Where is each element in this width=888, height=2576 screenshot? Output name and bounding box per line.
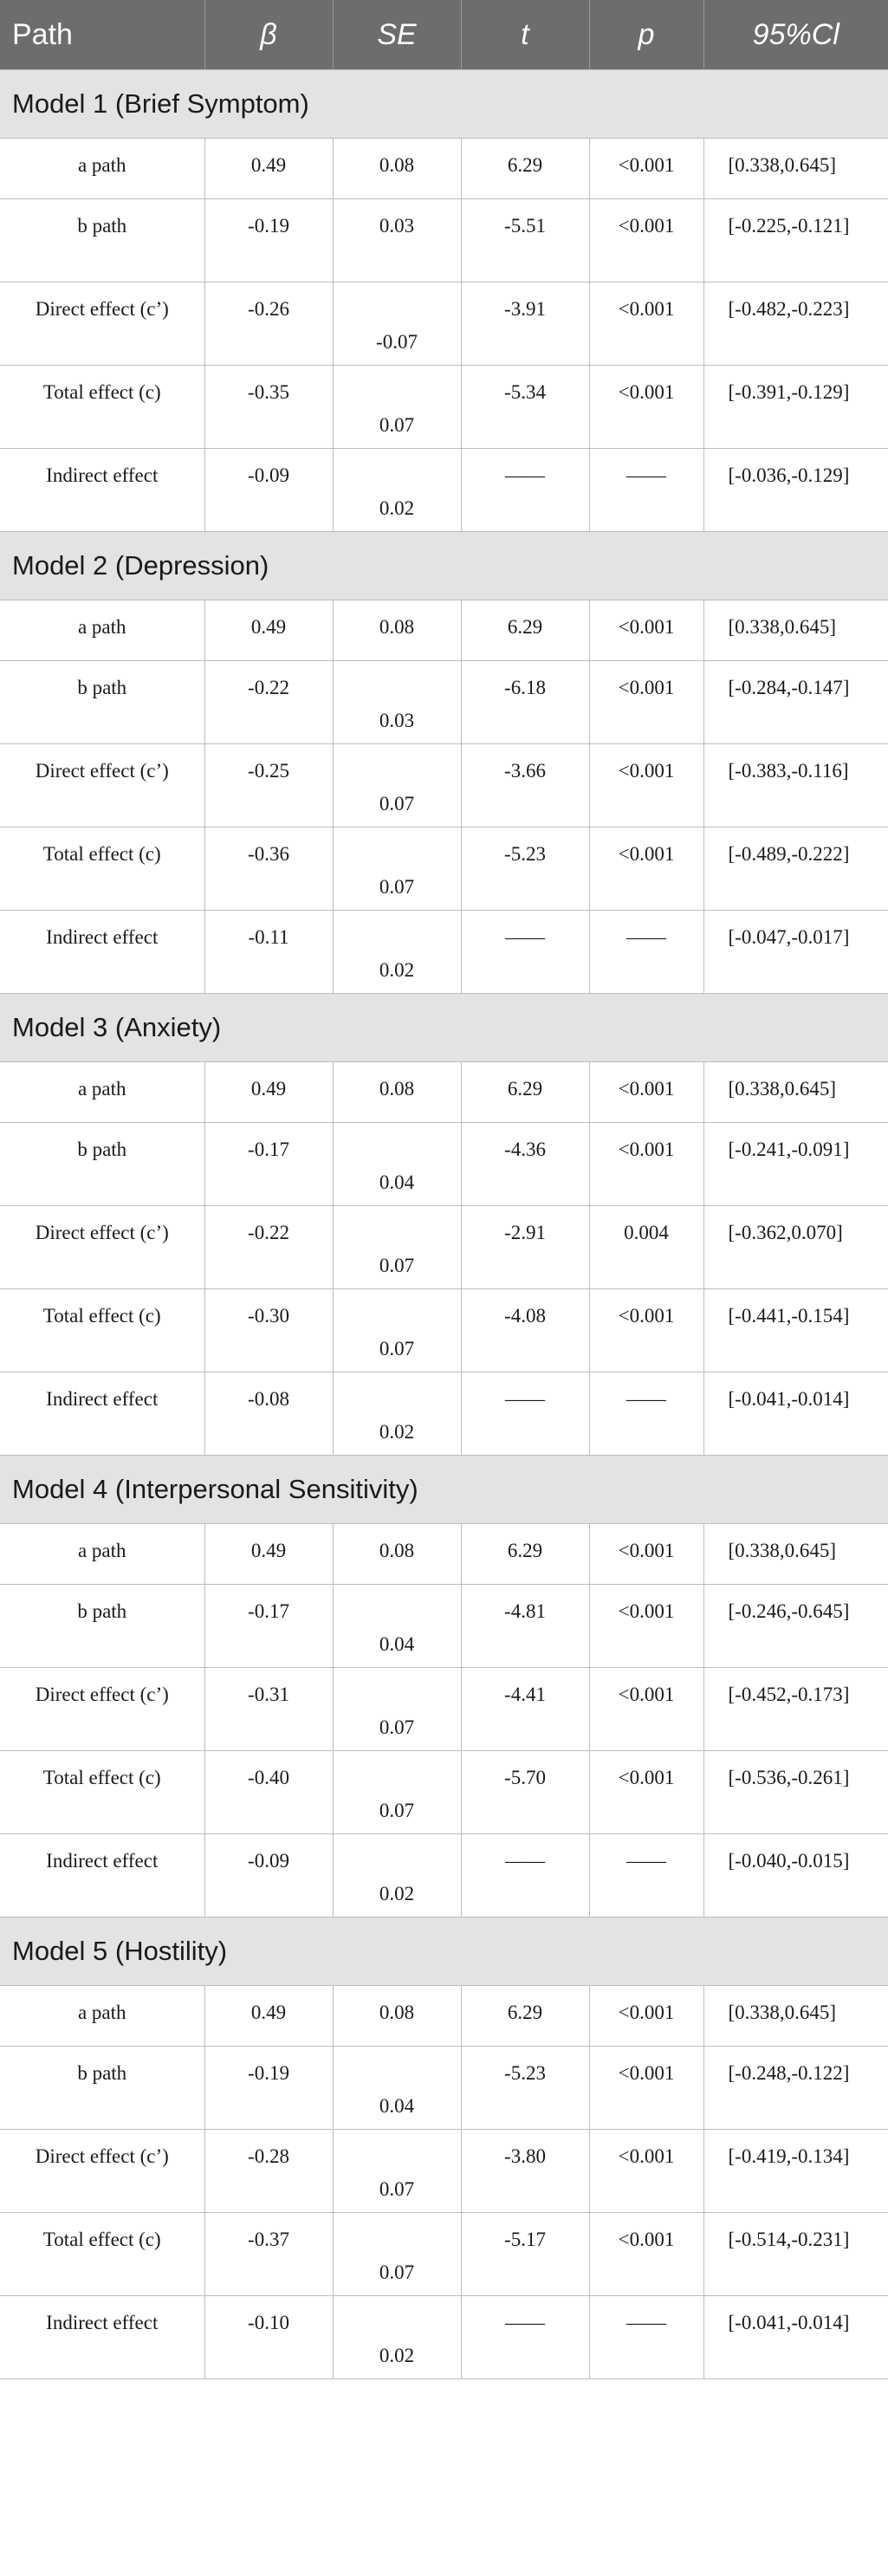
cell-t: 6.29 (461, 1062, 589, 1123)
cell-se: 0.07 (333, 366, 461, 449)
cell-t: —— (461, 449, 589, 532)
cell-t: -2.91 (461, 1206, 589, 1289)
cell-se: 0.02 (333, 1834, 461, 1917)
cell-ci: [-0.383,-0.116] (703, 744, 888, 827)
table-row (0, 2296, 888, 2379)
section-row-model-1 (0, 70, 888, 139)
table-row (0, 827, 888, 911)
header-ci: 95%Cl (703, 0, 888, 70)
cell-p: <0.001 (589, 2047, 703, 2130)
cell-ci: [-0.391,-0.129] (703, 366, 888, 449)
cell-ci: [0.338,0.645] (703, 139, 888, 199)
cell-p: <0.001 (589, 139, 703, 199)
section-title: Model 4 (Interpersonal Sensitivity) (0, 1456, 888, 1524)
table-row (0, 600, 888, 661)
cell-p: <0.001 (589, 1668, 703, 1751)
cell-p: —— (589, 2296, 703, 2379)
cell-path: Indirect effect (0, 1834, 204, 1917)
cell-path: Direct effect (c’) (0, 1668, 204, 1751)
table-row (0, 1668, 888, 1751)
table-row (0, 282, 888, 366)
cell-ci: [0.338,0.645] (703, 1524, 888, 1585)
table-row (0, 1585, 888, 1668)
cell-p: <0.001 (589, 1524, 703, 1585)
cell-path: b path (0, 1585, 204, 1668)
section-title: Model 2 (Depression) (0, 532, 888, 600)
cell-se: 0.07 (333, 1751, 461, 1834)
cell-se: 0.04 (333, 2047, 461, 2130)
cell-se: 0.07 (333, 2130, 461, 2213)
header-beta: β (204, 0, 333, 70)
cell-p: <0.001 (589, 1751, 703, 1834)
cell-beta: 0.49 (204, 139, 333, 199)
cell-t: -5.51 (461, 199, 589, 282)
cell-beta: -0.25 (204, 744, 333, 827)
table-row (0, 2213, 888, 2296)
table-row (0, 1751, 888, 1834)
section-row-model-5 (0, 1917, 888, 1986)
cell-ci: [-0.241,-0.091] (703, 1123, 888, 1206)
cell-beta: -0.19 (204, 2047, 333, 2130)
cell-path: a path (0, 600, 204, 661)
cell-ci: [0.338,0.645] (703, 600, 888, 661)
cell-t: 6.29 (461, 1524, 589, 1585)
cell-p: —— (589, 449, 703, 532)
cell-path: Direct effect (c’) (0, 744, 204, 827)
header-p: p (589, 0, 703, 70)
cell-beta: -0.31 (204, 1668, 333, 1751)
cell-path: Total effect (c) (0, 366, 204, 449)
cell-t: —— (461, 1834, 589, 1917)
cell-beta: -0.17 (204, 1123, 333, 1206)
cell-se: 0.02 (333, 449, 461, 532)
cell-ci: [-0.419,-0.134] (703, 2130, 888, 2213)
cell-p: <0.001 (589, 2213, 703, 2296)
cell-path: b path (0, 661, 204, 744)
cell-path: Indirect effect (0, 911, 204, 994)
table-row (0, 1834, 888, 1917)
cell-beta: -0.26 (204, 282, 333, 366)
cell-p: <0.001 (589, 661, 703, 744)
cell-ci: [-0.041,-0.014] (703, 1372, 888, 1456)
cell-beta: -0.36 (204, 827, 333, 911)
section-title: Model 1 (Brief Symptom) (0, 70, 888, 139)
cell-ci: [-0.536,-0.261] (703, 1751, 888, 1834)
cell-beta: -0.35 (204, 366, 333, 449)
cell-ci: [-0.041,-0.014] (703, 2296, 888, 2379)
cell-ci: [-0.248,-0.122] (703, 2047, 888, 2130)
section-title: Model 3 (Anxiety) (0, 994, 888, 1062)
cell-beta: -0.30 (204, 1289, 333, 1372)
cell-t: -4.81 (461, 1585, 589, 1668)
header-t: t (461, 0, 589, 70)
cell-path: Total effect (c) (0, 827, 204, 911)
cell-ci: [0.338,0.645] (703, 1986, 888, 2047)
cell-path: Direct effect (c’) (0, 1206, 204, 1289)
cell-t: -5.34 (461, 366, 589, 449)
header-row (0, 0, 888, 70)
cell-path: b path (0, 2047, 204, 2130)
cell-t: -5.23 (461, 827, 589, 911)
cell-beta: -0.19 (204, 199, 333, 282)
cell-path: Direct effect (c’) (0, 2130, 204, 2213)
cell-path: Indirect effect (0, 449, 204, 532)
cell-path: b path (0, 199, 204, 282)
cell-ci: [-0.441,-0.154] (703, 1289, 888, 1372)
cell-p: <0.001 (589, 744, 703, 827)
cell-ci: [-0.284,-0.147] (703, 661, 888, 744)
cell-p: —— (589, 911, 703, 994)
table-row (0, 661, 888, 744)
cell-ci: [-0.514,-0.231] (703, 2213, 888, 2296)
cell-path: a path (0, 1524, 204, 1585)
cell-se: 0.02 (333, 1372, 461, 1456)
cell-se: 0.07 (333, 827, 461, 911)
table-row (0, 1524, 888, 1585)
cell-se: -0.07 (333, 282, 461, 366)
cell-se: 0.04 (333, 1585, 461, 1668)
cell-path: a path (0, 1986, 204, 2047)
cell-p: <0.001 (589, 600, 703, 661)
cell-beta: 0.49 (204, 1524, 333, 1585)
cell-ci: [0.338,0.645] (703, 1062, 888, 1123)
cell-ci: [-0.452,-0.173] (703, 1668, 888, 1751)
table-row (0, 1372, 888, 1456)
cell-beta: -0.08 (204, 1372, 333, 1456)
table-row (0, 2130, 888, 2213)
cell-t: -5.17 (461, 2213, 589, 2296)
section-row-model-4 (0, 1456, 888, 1524)
cell-beta: -0.11 (204, 911, 333, 994)
cell-t: -6.18 (461, 661, 589, 744)
cell-beta: 0.49 (204, 1986, 333, 2047)
cell-ci: [-0.047,-0.017] (703, 911, 888, 994)
cell-ci: [-0.482,-0.223] (703, 282, 888, 366)
cell-beta: -0.40 (204, 1751, 333, 1834)
cell-se: 0.04 (333, 1123, 461, 1206)
cell-ci: [-0.246,-0.645] (703, 1585, 888, 1668)
cell-se: 0.08 (333, 1062, 461, 1123)
cell-p: <0.001 (589, 1986, 703, 2047)
table-row (0, 2047, 888, 2130)
cell-t: 6.29 (461, 139, 589, 199)
cell-beta: -0.17 (204, 1585, 333, 1668)
table-row (0, 449, 888, 532)
cell-ci: [-0.489,-0.222] (703, 827, 888, 911)
cell-se: 0.07 (333, 1206, 461, 1289)
table-row (0, 1206, 888, 1289)
cell-p: —— (589, 1372, 703, 1456)
cell-beta: -0.10 (204, 2296, 333, 2379)
cell-t: -3.66 (461, 744, 589, 827)
cell-t: —— (461, 1372, 589, 1456)
table-row (0, 1123, 888, 1206)
cell-path: a path (0, 1062, 204, 1123)
section-title: Model 5 (Hostility) (0, 1917, 888, 1986)
cell-beta: 0.49 (204, 600, 333, 661)
cell-se: 0.08 (333, 139, 461, 199)
cell-t: -5.23 (461, 2047, 589, 2130)
cell-ci: [-0.225,-0.121] (703, 199, 888, 282)
cell-path: Indirect effect (0, 2296, 204, 2379)
cell-path: Direct effect (c’) (0, 282, 204, 366)
cell-se: 0.07 (333, 2213, 461, 2296)
cell-p: <0.001 (589, 1289, 703, 1372)
cell-beta: -0.09 (204, 449, 333, 532)
cell-p: <0.001 (589, 366, 703, 449)
cell-p: <0.001 (589, 827, 703, 911)
table-row (0, 199, 888, 282)
cell-t: 6.29 (461, 1986, 589, 2047)
cell-se: 0.07 (333, 1289, 461, 1372)
cell-p: <0.001 (589, 1585, 703, 1668)
cell-t: -3.91 (461, 282, 589, 366)
cell-beta: 0.49 (204, 1062, 333, 1123)
cell-path: a path (0, 139, 204, 199)
header-path: Path (0, 0, 204, 70)
cell-se: 0.02 (333, 911, 461, 994)
cell-beta: -0.28 (204, 2130, 333, 2213)
cell-p: <0.001 (589, 282, 703, 366)
cell-path: Total effect (c) (0, 1751, 204, 1834)
table-row (0, 1986, 888, 2047)
cell-t: -4.41 (461, 1668, 589, 1751)
cell-ci: [-0.036,-0.129] (703, 449, 888, 532)
table-row (0, 911, 888, 994)
cell-se: 0.07 (333, 744, 461, 827)
cell-p: <0.001 (589, 1123, 703, 1206)
cell-se: 0.08 (333, 1986, 461, 2047)
cell-p: —— (589, 1834, 703, 1917)
table-row (0, 366, 888, 449)
cell-t: —— (461, 2296, 589, 2379)
cell-t: —— (461, 911, 589, 994)
cell-se: 0.08 (333, 1524, 461, 1585)
cell-ci: [-0.040,-0.015] (703, 1834, 888, 1917)
cell-t: -3.80 (461, 2130, 589, 2213)
cell-se: 0.08 (333, 600, 461, 661)
cell-t: -5.70 (461, 1751, 589, 1834)
cell-se: 0.03 (333, 199, 461, 282)
cell-p: <0.001 (589, 2130, 703, 2213)
cell-p: <0.001 (589, 1062, 703, 1123)
cell-path: Total effect (c) (0, 2213, 204, 2296)
cell-p: <0.001 (589, 199, 703, 282)
table-row (0, 1062, 888, 1123)
header-se: SE (333, 0, 461, 70)
cell-beta: -0.37 (204, 2213, 333, 2296)
section-row-model-2 (0, 532, 888, 600)
cell-p: 0.004 (589, 1206, 703, 1289)
cell-path: Indirect effect (0, 1372, 204, 1456)
cell-beta: -0.22 (204, 1206, 333, 1289)
table-row (0, 1289, 888, 1372)
cell-path: Total effect (c) (0, 1289, 204, 1372)
table-row (0, 744, 888, 827)
cell-path: b path (0, 1123, 204, 1206)
cell-beta: -0.09 (204, 1834, 333, 1917)
cell-t: -4.08 (461, 1289, 589, 1372)
cell-se: 0.02 (333, 2296, 461, 2379)
table-row (0, 139, 888, 199)
cell-se: 0.03 (333, 661, 461, 744)
cell-t: 6.29 (461, 600, 589, 661)
cell-se: 0.07 (333, 1668, 461, 1751)
cell-t: -4.36 (461, 1123, 589, 1206)
cell-beta: -0.22 (204, 661, 333, 744)
section-row-model-3 (0, 994, 888, 1062)
cell-ci: [-0.362,0.070] (703, 1206, 888, 1289)
